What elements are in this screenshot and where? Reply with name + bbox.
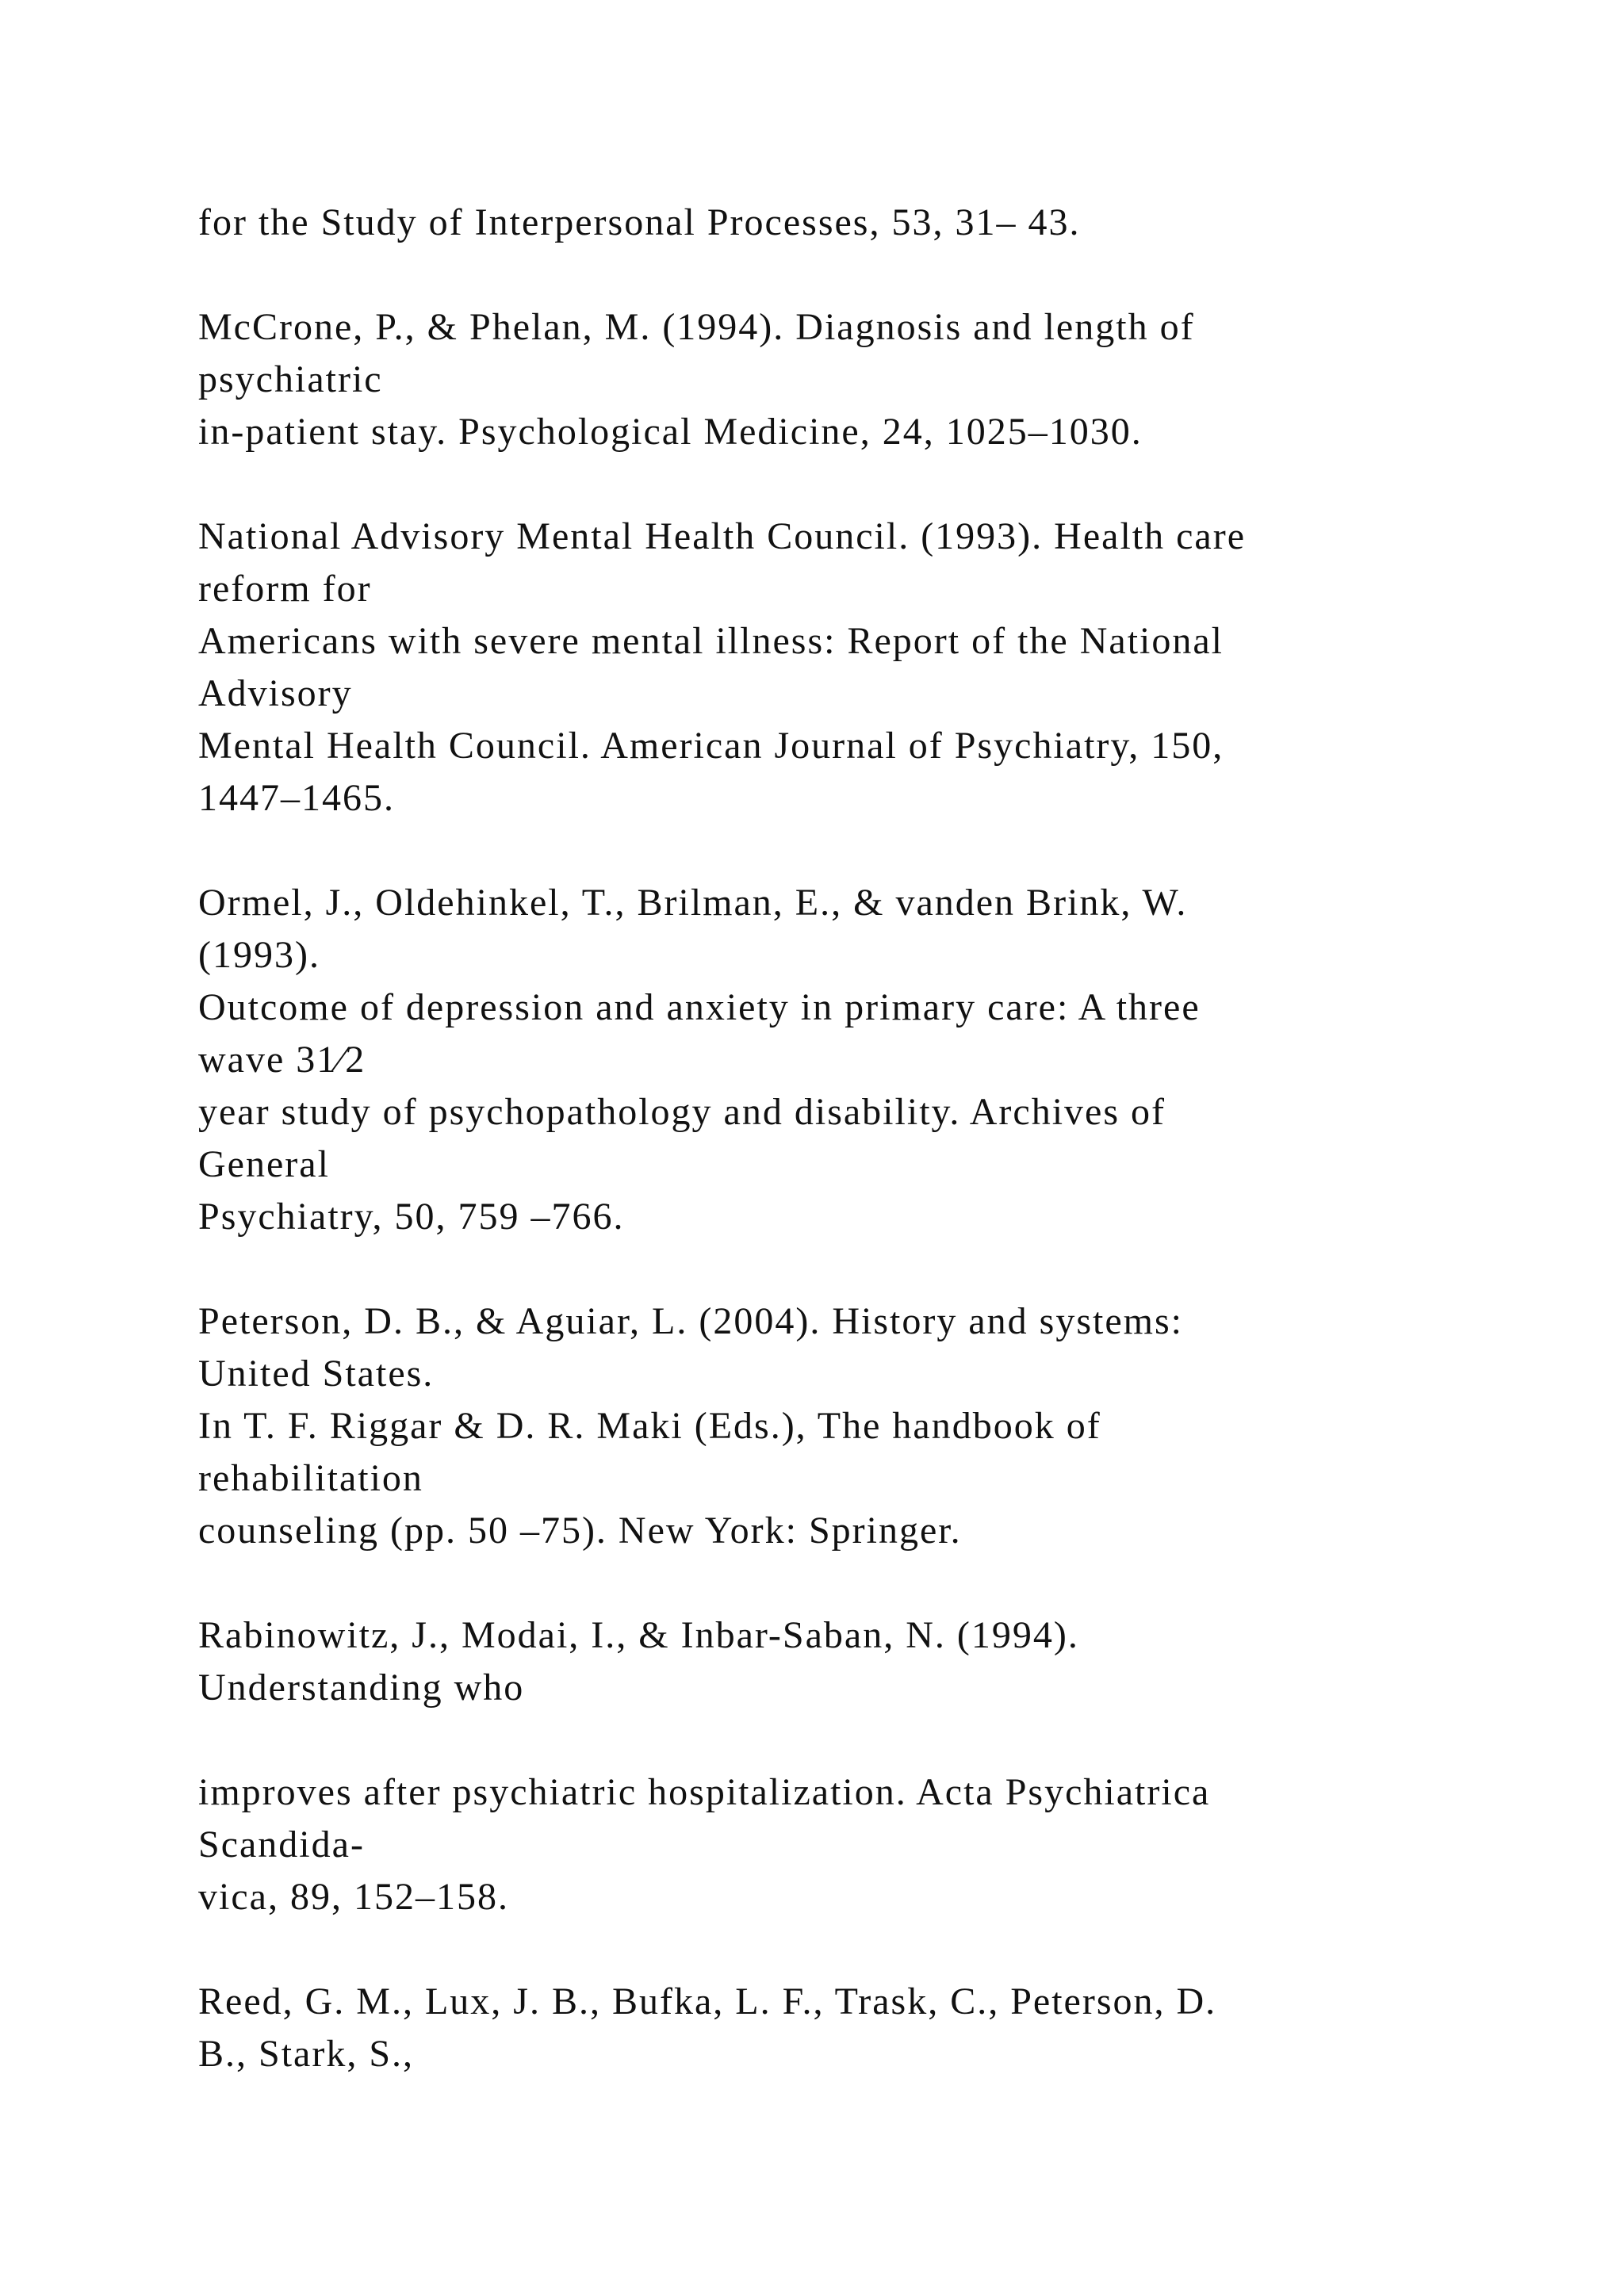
text-line: counseling (pp. 50 –75). New York: Springer. [198,1510,962,1552]
text-line: National Advisory Mental Health Council. (1993). Health care [198,515,1247,557]
blank-line [198,1923,1546,1976]
text-line: Psychiatry, 50, 759 –766. [198,1196,625,1238]
blank-line [198,1714,1546,1766]
text-line: in-patient stay. Psychological Medicine, 24, 1025–1030. [198,411,1143,453]
blank-line [198,249,1546,301]
blank-line [198,1557,1546,1609]
reference-list [198,197,1546,2080]
blank-line [198,458,1546,511]
text-line: B., Stark, S., [198,2033,415,2075]
text-line: reform for [198,568,372,610]
text-line: year study of psychopathology and disability. Archives of [198,1091,1166,1133]
text-line: Understanding who [198,1667,525,1709]
text-line: wave 31⁄2 [198,1039,366,1081]
text-line: Reed, G. M., Lux, J. B., Bufka, L. F., Trask, C., Peterson, D. [198,1980,1217,2022]
blank-line [198,825,1546,877]
text-line: United States. [198,1353,435,1395]
text-line: improves after psychiatric hospitalization. Acta Psychiatrica [198,1771,1211,1813]
text-line: psychiatric [198,358,383,400]
text-line: Mental Health Council. American Journal of Psychiatry, 150, [198,725,1224,767]
text-line: Scandida- [198,1823,365,1866]
text-line: Americans with severe mental illness: Report of the National [198,620,1224,662]
text-line: vica, 89, 152–158. [198,1876,509,1918]
text-line: General [198,1143,330,1185]
text-line: for the Study of Interpersonal Processes, 53, 31– 43. [198,201,1081,243]
text-line: Peterson, D. B., & Aguiar, L. (2004). History and systems: [198,1300,1183,1342]
text-line: Outcome of depression and anxiety in primary care: A three [198,986,1201,1028]
text-line: In T. F. Riggar & D. R. Maki (Eds.), The handbook of [198,1405,1101,1447]
text-line: McCrone, P., & Phelan, M. (1994). Diagnosis and length of [198,306,1195,348]
text-line: Ormel, J., Oldehinkel, T., Brilman, E., & vanden Brink, W. [198,882,1188,924]
text-line: 1447–1465. [198,777,395,819]
text-line: Rabinowitz, J., Modai, I., & Inbar-Saban, N. (1994). [198,1614,1079,1656]
text-line: (1993). [198,934,320,976]
text-line: rehabilitation [198,1457,423,1499]
text-line: Advisory [198,672,353,714]
blank-line [198,1243,1546,1295]
